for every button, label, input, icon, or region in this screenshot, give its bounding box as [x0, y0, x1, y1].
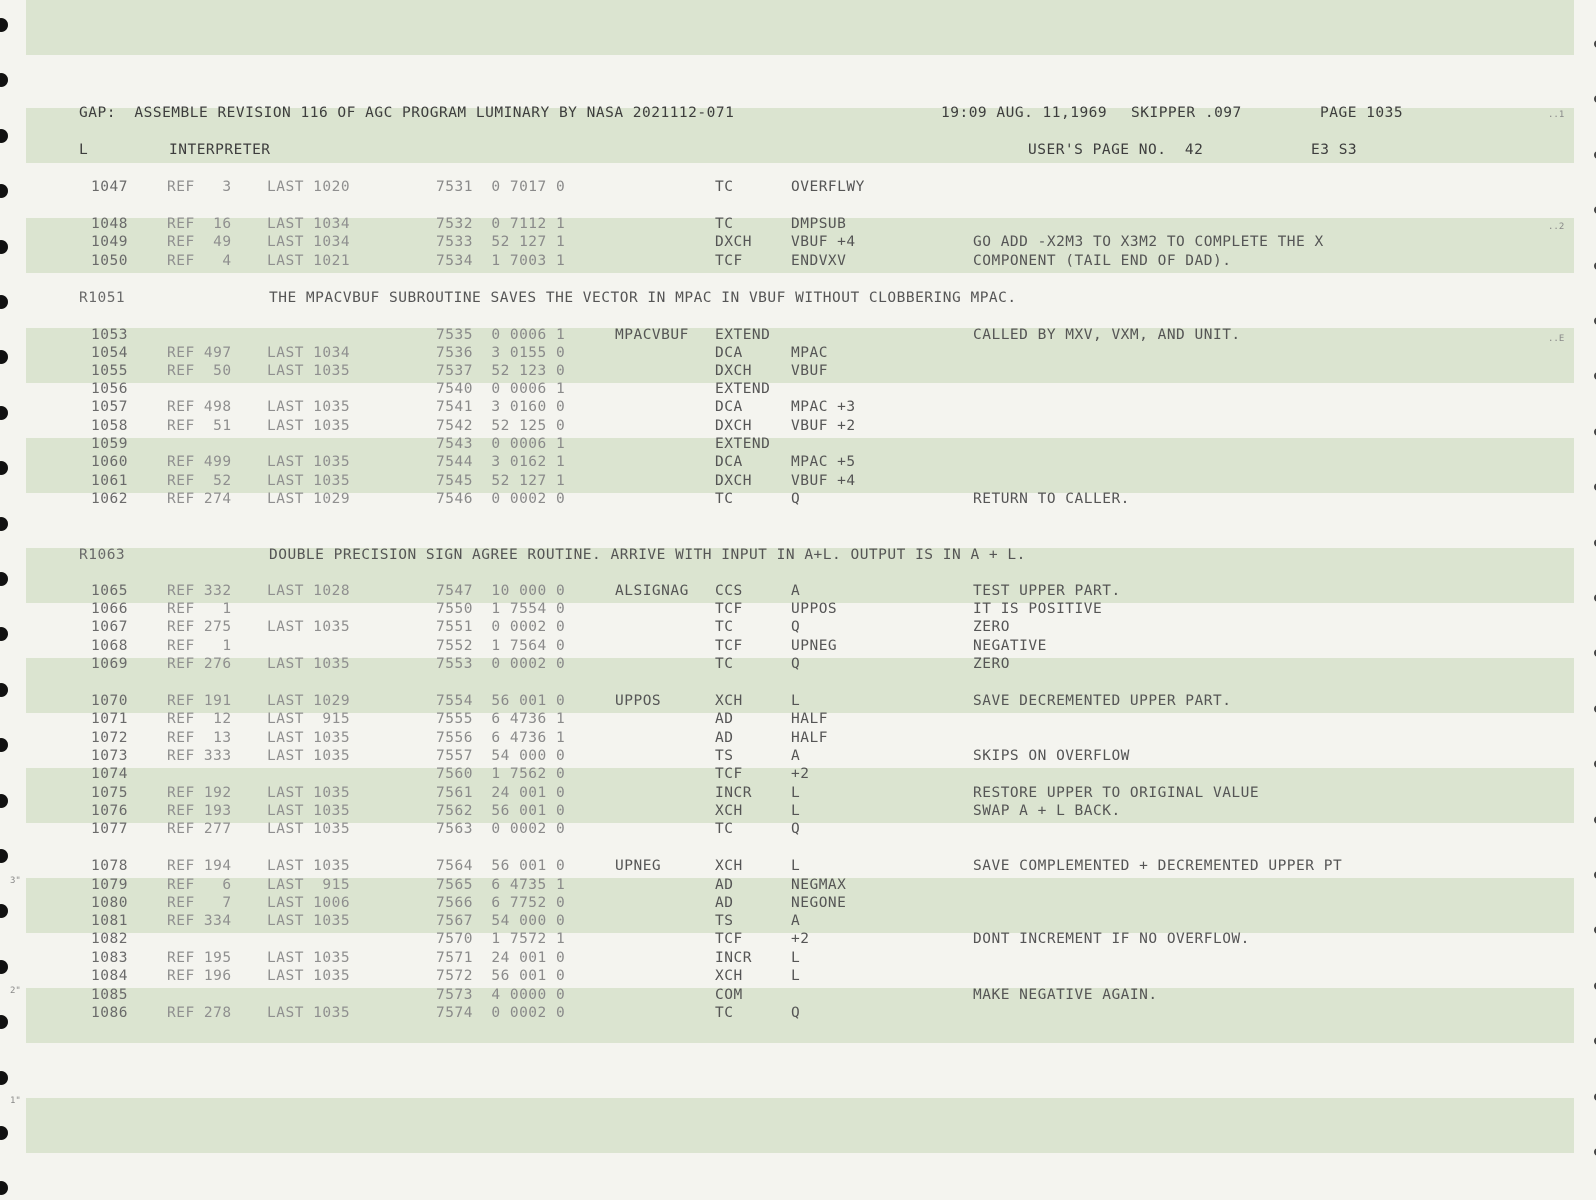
octal-code: 7563 0 0002 0 — [436, 821, 566, 837]
header-title: GAP: ASSEMBLE REVISION 116 OF AGC PROGRAM LUMINARY BY NASA 2021112-071 — [79, 105, 735, 121]
line-number: 1077 — [91, 821, 128, 837]
ref-count: REF 192 — [167, 785, 232, 801]
users-page-number: USER'S PAGE NO. 42 — [1028, 142, 1204, 158]
margin-mark: 3" — [10, 876, 21, 886]
opcode: TC — [715, 179, 734, 195]
listing-line — [0, 876, 1596, 894]
line-number: 1049 — [91, 234, 128, 250]
octal-code: 7557 54 000 0 — [436, 748, 566, 764]
last-ref: LAST 1035 — [267, 748, 351, 764]
last-ref: LAST 1029 — [267, 491, 351, 507]
opcode: INCR — [715, 950, 752, 966]
remark: SWAP A + L BACK. — [973, 803, 1121, 819]
opcode: TCF — [715, 766, 743, 782]
tractor-hole — [0, 1071, 8, 1085]
line-number: 1066 — [91, 601, 128, 617]
listing-line — [0, 252, 1596, 270]
opcode: TCF — [715, 253, 743, 269]
operand: Q — [791, 491, 801, 507]
margin-mark: ..E — [1548, 334, 1565, 344]
last-ref: LAST 1035 — [267, 950, 351, 966]
opcode: DXCH — [715, 363, 752, 379]
remark: TEST UPPER PART. — [973, 583, 1121, 599]
ref-count: REF 276 — [167, 656, 232, 672]
octal-code: 7537 52 123 0 — [436, 363, 566, 379]
operand: A — [791, 748, 801, 764]
opcode: DXCH — [715, 473, 752, 489]
ref-count: REF 275 — [167, 619, 232, 635]
listing-line — [0, 344, 1596, 362]
line-number: 1048 — [91, 216, 128, 232]
listing-line — [0, 600, 1596, 618]
octal-code: 7534 1 7003 1 — [436, 253, 566, 269]
line-number: 1065 — [91, 583, 128, 599]
remark: COMPONENT (TAIL END OF DAD). — [973, 253, 1232, 269]
opcode: AD — [715, 895, 734, 911]
header-user: SKIPPER .097 — [1131, 105, 1242, 121]
listing-line — [0, 655, 1596, 673]
last-ref: LAST 1035 — [267, 1005, 351, 1021]
margin-mark: ..1 — [1548, 110, 1565, 120]
listing-line — [0, 894, 1596, 912]
ref-count: REF 195 — [167, 950, 232, 966]
ref-count: REF 50 — [167, 363, 232, 379]
last-ref: LAST 1035 — [267, 858, 351, 874]
last-ref: LAST 1028 — [267, 583, 351, 599]
operand: ENDVXV — [791, 253, 847, 269]
line-number: 1086 — [91, 1005, 128, 1021]
octal-code: 7555 6 4736 1 — [436, 711, 566, 727]
opcode: TC — [715, 1005, 734, 1021]
ref-count: REF 332 — [167, 583, 232, 599]
line-number: 1085 — [91, 987, 128, 1003]
remark: IT IS POSITIVE — [973, 601, 1103, 617]
operand: L — [791, 693, 801, 709]
line-number: 1081 — [91, 913, 128, 929]
listing-line — [0, 417, 1596, 435]
line-number: 1047 — [91, 179, 128, 195]
operand: MPAC +5 — [791, 454, 856, 470]
last-ref: LAST 1035 — [267, 619, 351, 635]
operand: A — [791, 583, 801, 599]
ref-count: REF 196 — [167, 968, 232, 984]
line-number: 1084 — [91, 968, 128, 984]
operand: L — [791, 803, 801, 819]
ref-count: REF 277 — [167, 821, 232, 837]
margin-mark: 2" — [10, 986, 21, 996]
octal-code: 7550 1 7554 0 — [436, 601, 566, 617]
ref-count: REF 274 — [167, 491, 232, 507]
listing-line — [0, 326, 1596, 344]
octal-code: 7573 4 0000 0 — [436, 987, 566, 1003]
tractor-hole — [0, 1181, 8, 1195]
octal-code: 7540 0 0006 1 — [436, 381, 566, 397]
opcode: AD — [715, 877, 734, 893]
listing-line — [0, 986, 1596, 1004]
opcode: TCF — [715, 931, 743, 947]
operand: L — [791, 968, 801, 984]
listing-line — [0, 472, 1596, 490]
octal-code: 7562 56 001 0 — [436, 803, 566, 819]
octal-code: 7572 56 001 0 — [436, 968, 566, 984]
ref-count: REF 497 — [167, 345, 232, 361]
remark: ZERO — [973, 656, 1010, 672]
octal-code: 7566 6 7752 0 — [436, 895, 566, 911]
opcode: TC — [715, 491, 734, 507]
line-number: 1083 — [91, 950, 128, 966]
remark: SKIPS ON OVERFLOW — [973, 748, 1130, 764]
octal-code: 7552 1 7564 0 — [436, 638, 566, 654]
ref-count: REF 334 — [167, 913, 232, 929]
octal-code: 7541 3 0160 0 — [436, 399, 566, 415]
remark: SAVE COMPLEMENTED + DECREMENTED UPPER PT — [973, 858, 1343, 874]
listing-line — [0, 380, 1596, 398]
listing-line — [0, 710, 1596, 728]
opcode: TS — [715, 913, 734, 929]
octal-code: 7543 0 0006 1 — [436, 436, 566, 452]
header-timestamp: 19:09 AUG. 11,1969 — [941, 105, 1108, 121]
operand: +2 — [791, 931, 810, 947]
ref-count: REF 194 — [167, 858, 232, 874]
line-number: 1059 — [91, 436, 128, 452]
octal-code: 7556 6 4736 1 — [436, 730, 566, 746]
ref-count: REF 52 — [167, 473, 232, 489]
line-number: 1061 — [91, 473, 128, 489]
line-number: 1075 — [91, 785, 128, 801]
octal-code: 7567 54 000 0 — [436, 913, 566, 929]
operand: Q — [791, 619, 801, 635]
operand: L — [791, 785, 801, 801]
octal-code: 7574 0 0002 0 — [436, 1005, 566, 1021]
listing-line — [0, 820, 1596, 838]
listing-line — [0, 747, 1596, 765]
line-number: 1082 — [91, 931, 128, 947]
operand: HALF — [791, 711, 828, 727]
opcode: INCR — [715, 785, 752, 801]
margin-mark: 1" — [10, 1096, 21, 1106]
operand: MPAC — [791, 345, 828, 361]
listing-line — [0, 802, 1596, 820]
last-ref: LAST 1029 — [267, 693, 351, 709]
ref-count: REF 499 — [167, 454, 232, 470]
last-ref: LAST 915 — [267, 711, 351, 727]
octal-code: 7531 0 7017 0 — [436, 179, 566, 195]
opcode: DCA — [715, 399, 743, 415]
opcode: COM — [715, 987, 743, 1003]
opcode: DXCH — [715, 418, 752, 434]
octal-code: 7532 0 7112 1 — [436, 216, 566, 232]
last-ref: LAST 915 — [267, 877, 351, 893]
tractor-hole — [0, 73, 8, 87]
tractor-hole — [0, 18, 8, 32]
opcode: DCA — [715, 345, 743, 361]
page-subheader — [0, 141, 1596, 159]
line-number: 1073 — [91, 748, 128, 764]
octal-code: 7544 3 0162 1 — [436, 454, 566, 470]
remark: NEGATIVE — [973, 638, 1047, 654]
listing-line — [0, 490, 1596, 508]
symbol-label: ALSIGNAG — [615, 583, 689, 599]
listing-line — [0, 912, 1596, 930]
last-ref: LAST 1035 — [267, 656, 351, 672]
opcode: TC — [715, 619, 734, 635]
last-ref: LAST 1034 — [267, 234, 351, 250]
last-ref: LAST 1006 — [267, 895, 351, 911]
octal-code: 7536 3 0155 0 — [436, 345, 566, 361]
last-ref: LAST 1035 — [267, 399, 351, 415]
operand: HALF — [791, 730, 828, 746]
ref-count: REF 498 — [167, 399, 232, 415]
octal-code: 7561 24 001 0 — [436, 785, 566, 801]
opcode: AD — [715, 730, 734, 746]
listing-line — [0, 765, 1596, 783]
sheet-code: E3 S3 — [1311, 142, 1358, 158]
opcode: TS — [715, 748, 734, 764]
ref-count: REF 191 — [167, 693, 232, 709]
listing-line — [0, 582, 1596, 600]
greenbar-band — [26, 1098, 1574, 1153]
opcode: XCH — [715, 858, 743, 874]
line-number: 1050 — [91, 253, 128, 269]
operand: OVERFLWY — [791, 179, 865, 195]
octal-code: 7535 0 0006 1 — [436, 327, 566, 343]
opcode: AD — [715, 711, 734, 727]
ref-count: REF 7 — [167, 895, 232, 911]
last-ref: LAST 1035 — [267, 363, 351, 379]
line-number: 1062 — [91, 491, 128, 507]
ref-count: REF 51 — [167, 418, 232, 434]
tractor-hole — [0, 1126, 8, 1140]
comment-line — [0, 546, 1596, 564]
last-ref: LAST 1035 — [267, 730, 351, 746]
line-number: 1079 — [91, 877, 128, 893]
line-number: 1074 — [91, 766, 128, 782]
margin-mark: ..2 — [1548, 222, 1565, 232]
opcode: TC — [715, 656, 734, 672]
operand: MPAC +3 — [791, 399, 856, 415]
listing-line — [0, 930, 1596, 948]
listing-line — [0, 729, 1596, 747]
octal-code: 7570 1 7572 1 — [436, 931, 566, 947]
comment-text: THE MPACVBUF SUBROUTINE SAVES THE VECTOR IN MPAC IN VBUF WITHOUT CLOBBERING MPAC. — [269, 290, 1017, 306]
remark: RETURN TO CALLER. — [973, 491, 1130, 507]
remark: GO ADD -X2M3 TO X3M2 TO COMPLETE THE X — [973, 234, 1324, 250]
last-ref: LAST 1035 — [267, 418, 351, 434]
line-number: 1056 — [91, 381, 128, 397]
operand: VBUF +4 — [791, 473, 856, 489]
octal-code: 7542 52 125 0 — [436, 418, 566, 434]
octal-code: 7553 0 0002 0 — [436, 656, 566, 672]
listing-line — [0, 453, 1596, 471]
ref-count: REF 333 — [167, 748, 232, 764]
listing-line — [0, 784, 1596, 802]
last-ref: LAST 1035 — [267, 968, 351, 984]
listing-line — [0, 967, 1596, 985]
ref-count: REF 278 — [167, 1005, 232, 1021]
ref-count: REF 1 — [167, 638, 232, 654]
line-number: 1069 — [91, 656, 128, 672]
ref-count: REF 13 — [167, 730, 232, 746]
operand: VBUF +2 — [791, 418, 856, 434]
operand: NEGONE — [791, 895, 847, 911]
operand: NEGMAX — [791, 877, 847, 893]
listing-line — [0, 398, 1596, 416]
last-ref: LAST 1034 — [267, 216, 351, 232]
opcode: EXTEND — [715, 327, 771, 343]
octal-code: 7533 52 127 1 — [436, 234, 566, 250]
operand: Q — [791, 1005, 801, 1021]
listing-line — [0, 618, 1596, 636]
listing-line — [0, 362, 1596, 380]
octal-code: 7545 52 127 1 — [436, 473, 566, 489]
line-number: 1060 — [91, 454, 128, 470]
last-ref: LAST 1035 — [267, 803, 351, 819]
symbol-label: UPPOS — [615, 693, 662, 709]
ref-count: REF 16 — [167, 216, 232, 232]
ref-count: REF 12 — [167, 711, 232, 727]
octal-code: 7551 0 0002 0 — [436, 619, 566, 635]
listing-line — [0, 215, 1596, 233]
opcode: EXTEND — [715, 381, 771, 397]
remark: CALLED BY MXV, VXM, AND UNIT. — [973, 327, 1241, 343]
opcode: TC — [715, 821, 734, 837]
line-number: R1051 — [79, 290, 126, 306]
listing-mark: L — [79, 142, 89, 158]
last-ref: LAST 1021 — [267, 253, 351, 269]
line-number: 1071 — [91, 711, 128, 727]
listing-line — [0, 233, 1596, 251]
operand: Q — [791, 821, 801, 837]
line-number: 1058 — [91, 418, 128, 434]
opcode: XCH — [715, 803, 743, 819]
remark: ZERO — [973, 619, 1010, 635]
octal-code: 7571 24 001 0 — [436, 950, 566, 966]
last-ref: LAST 1035 — [267, 454, 351, 470]
symbol-label: UPNEG — [615, 858, 662, 874]
opcode: DCA — [715, 454, 743, 470]
remark: DONT INCREMENT IF NO OVERFLOW. — [973, 931, 1250, 947]
opcode: CCS — [715, 583, 743, 599]
remark: MAKE NEGATIVE AGAIN. — [973, 987, 1158, 1003]
line-number: 1067 — [91, 619, 128, 635]
listing-line — [0, 178, 1596, 196]
opcode: TCF — [715, 638, 743, 654]
page-header — [0, 104, 1596, 122]
line-number: 1076 — [91, 803, 128, 819]
opcode: XCH — [715, 968, 743, 984]
operand: UPNEG — [791, 638, 838, 654]
line-number: 1068 — [91, 638, 128, 654]
ref-count: REF 3 — [167, 179, 232, 195]
opcode: XCH — [715, 693, 743, 709]
line-number: 1070 — [91, 693, 128, 709]
line-number: 1057 — [91, 399, 128, 415]
opcode: EXTEND — [715, 436, 771, 452]
ref-count: REF 6 — [167, 877, 232, 893]
operand: A — [791, 913, 801, 929]
line-number: 1055 — [91, 363, 128, 379]
line-number: 1053 — [91, 327, 128, 343]
octal-code: 7554 56 001 0 — [436, 693, 566, 709]
octal-code: 7546 0 0002 0 — [436, 491, 566, 507]
greenbar-band — [26, 0, 1574, 55]
last-ref: LAST 1035 — [267, 473, 351, 489]
operand: L — [791, 950, 801, 966]
remark: RESTORE UPPER TO ORIGINAL VALUE — [973, 785, 1260, 801]
header-page-number: PAGE 1035 — [1320, 105, 1404, 121]
operand: VBUF +4 — [791, 234, 856, 250]
opcode: TC — [715, 216, 734, 232]
listing-line — [0, 637, 1596, 655]
ref-count: REF 1 — [167, 601, 232, 617]
operand: UPPOS — [791, 601, 838, 617]
symbol-label: MPACVBUF — [615, 327, 689, 343]
last-ref: LAST 1035 — [267, 821, 351, 837]
operand: DMPSUB — [791, 216, 847, 232]
opcode: TCF — [715, 601, 743, 617]
operand: VBUF — [791, 363, 828, 379]
octal-code: 7560 1 7562 0 — [436, 766, 566, 782]
operand: Q — [791, 656, 801, 672]
listing-line — [0, 1004, 1596, 1022]
remark: SAVE DECREMENTED UPPER PART. — [973, 693, 1232, 709]
line-number: 1078 — [91, 858, 128, 874]
tractor-hole — [0, 517, 8, 531]
ref-count: REF 4 — [167, 253, 232, 269]
listing-line — [0, 857, 1596, 875]
listing-line — [0, 435, 1596, 453]
line-number: 1072 — [91, 730, 128, 746]
listing-line — [0, 949, 1596, 967]
octal-code: 7565 6 4735 1 — [436, 877, 566, 893]
last-ref: LAST 1035 — [267, 913, 351, 929]
ref-count: REF 49 — [167, 234, 232, 250]
last-ref: LAST 1035 — [267, 785, 351, 801]
ref-count: REF 193 — [167, 803, 232, 819]
octal-code: 7547 10 000 0 — [436, 583, 566, 599]
last-ref: LAST 1034 — [267, 345, 351, 361]
line-number: 1080 — [91, 895, 128, 911]
line-number: R1063 — [79, 547, 126, 563]
octal-code: 7564 56 001 0 — [436, 858, 566, 874]
opcode: DXCH — [715, 234, 752, 250]
last-ref: LAST 1020 — [267, 179, 351, 195]
comment-text: DOUBLE PRECISION SIGN AGREE ROUTINE. ARRIVE WITH INPUT IN A+L. OUTPUT IS IN A + L. — [269, 547, 1026, 563]
section-title: INTERPRETER — [169, 142, 271, 158]
comment-line — [0, 289, 1596, 307]
operand: L — [791, 858, 801, 874]
operand: +2 — [791, 766, 810, 782]
listing-line — [0, 692, 1596, 710]
line-number: 1054 — [91, 345, 128, 361]
